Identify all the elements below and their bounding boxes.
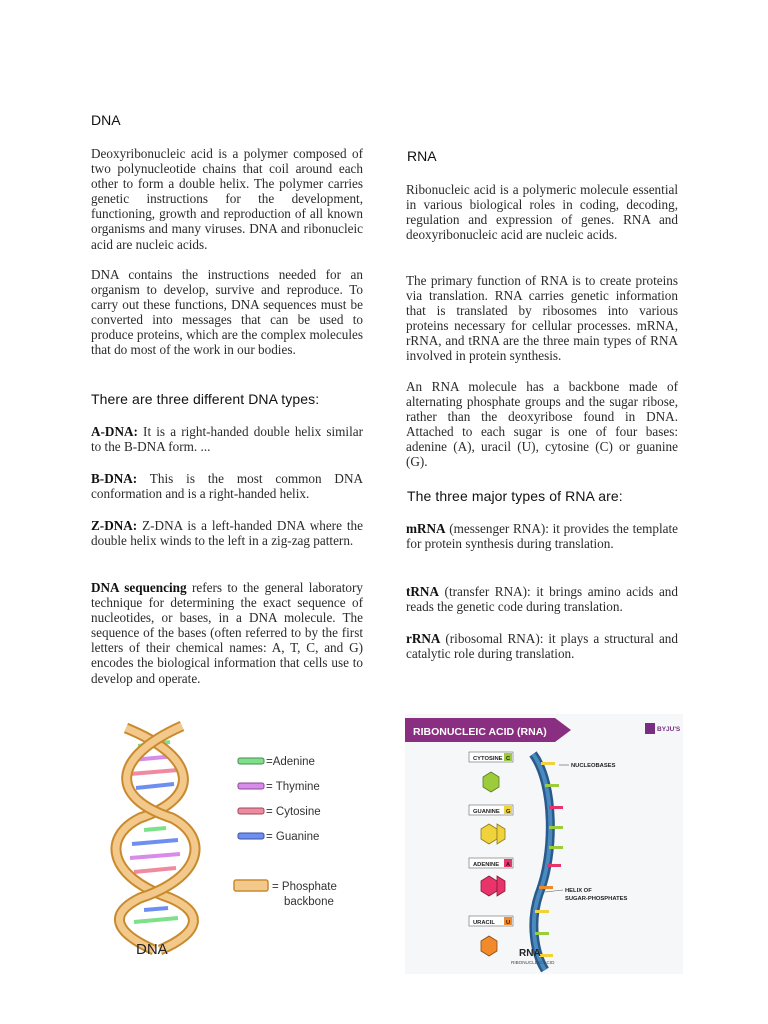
rna-types-heading: The three major types of RNA are: — [407, 488, 623, 504]
legend-adenine: =Adenine — [266, 756, 315, 768]
dna-heading: DNA — [91, 112, 121, 128]
dna-type-b-text: This is the most common DNA conformation and is a right-handed helix. — [91, 471, 363, 502]
legend-cytosine: = Cytosine — [266, 806, 321, 818]
rna-type-m-text: (messenger RNA): it provides the template for protein synthesis during translation. — [406, 521, 678, 552]
rna-paragraph-1: Ribonucleic acid is a polymeric molecule essential in various biological roles in coding, decoding, regulation and expression of genes. RNA and deoxyribonucleic acid are nucleic acids. — [406, 182, 678, 243]
uracil-label: URACIL — [473, 920, 495, 926]
dna-helix-figure — [110, 718, 372, 962]
dna-sequencing-term: DNA sequencing — [91, 580, 187, 595]
legend-phosphate: = Phosphate — [272, 881, 337, 893]
rna-type-m-term: mRNA — [406, 521, 446, 536]
guanine-swatch — [238, 833, 264, 839]
adenine-label: ADENINE — [473, 862, 500, 868]
nucleobases-label: NUCLEOBASES — [571, 763, 616, 769]
rna-figure-label: RNA — [519, 948, 541, 959]
rna-paragraph-2: The primary function of RNA is to create proteins via translation. RNA carries genetic information that is translated by ribosomes into various proteins necessary for cellular processes. mRNA, rRNA, and tRNA are the three main types of RNA involved in protein synthesis. — [406, 273, 678, 364]
svg-text:A: A — [506, 862, 511, 868]
rna-type-r-text: (ribosomal RNA): it plays a structural and catalytic role during translation. — [406, 631, 678, 662]
thymine-swatch — [238, 783, 264, 789]
dna-figure-label: DNA — [136, 941, 168, 958]
dna-type-b — [91, 471, 363, 501]
rna-paragraph-3: An RNA molecule has a backbone made of alternating phosphate groups and the sugar ribose, rather than the deoxyribose found in DNA. Attached to each sugar is one of four bases: adenine (A), uracil (U), cytosine (C) or guanine (G). — [406, 379, 678, 470]
dna-paragraph-1: Deoxyribonucleic acid is a polymer composed of two polynucleotide chains that coil around each other to form a double helix. The polymer carries genetic instructions for the development, functioning, growth and reproduction of all known organisms and many viruses. DNA and ribonucleic acid are nucleic acids. — [91, 146, 363, 252]
dna-type-z-text: Z-DNA is a left-handed DNA where the double helix winds to the left in a zig-zag pattern. — [91, 518, 363, 549]
helix-label-2: SUGAR-PHOSPHATES — [565, 896, 628, 902]
rna-banner-title: RIBONUCLEIC ACID (RNA) — [413, 726, 547, 738]
rna-figure — [405, 714, 683, 974]
rna-type-t-term: tRNA — [406, 584, 439, 599]
phosphate-swatch — [234, 880, 268, 891]
dna-type-a — [91, 424, 363, 454]
rna-type-m — [406, 521, 678, 551]
svg-text:C: C — [506, 756, 511, 762]
svg-text:G: G — [506, 809, 511, 815]
dna-sequencing — [91, 580, 363, 686]
helix-label-1: HELIX OF — [565, 888, 592, 894]
legend-guanine: = Guanine — [266, 831, 320, 843]
byjus-logo-icon — [645, 723, 655, 734]
legend-thymine: = Thymine — [266, 781, 320, 793]
dna-paragraph-2: DNA contains the instructions needed for an organism to develop, survive and reproduce. To carry out these functions, DNA sequences must be converted into messages that can be used to produce proteins, which are the complex molecules that do most of the work in our bodies. — [91, 267, 363, 358]
byjus-brand: BYJU'S — [657, 726, 681, 733]
cytosine-label: CYTOSINE — [473, 756, 503, 762]
dna-type-a-term: A-DNA: — [91, 424, 138, 439]
cytosine-swatch — [238, 808, 264, 814]
adenine-swatch — [238, 758, 264, 764]
dna-sequencing-text: refers to the general laboratory technique for determining the exact sequence of nucleotides, or bases, in a DNA molecule. The sequence of the bases (often referred to by the first letters of their chemical names: A, T, C, and G) encodes the biological information that cells use to develop and operate. — [91, 580, 363, 686]
guanine-label: GUANINE — [473, 809, 500, 815]
dna-types-heading: There are three different DNA types: — [91, 391, 320, 407]
rna-type-r — [406, 631, 678, 661]
rna-type-t-text: (transfer RNA): it brings amino acids and reads the genetic code during translation. — [406, 584, 678, 615]
dna-type-z-term: Z-DNA: — [91, 518, 138, 533]
svg-text:U: U — [506, 920, 511, 926]
legend-backbone: backbone — [284, 896, 334, 908]
rna-type-t — [406, 584, 678, 614]
dna-legend — [234, 756, 337, 908]
dna-type-z — [91, 518, 363, 548]
dna-type-a-text: It is a right-handed double helix similar to the B-DNA form. ... — [91, 424, 363, 455]
rna-heading: RNA — [407, 148, 437, 164]
rna-type-r-term: rRNA — [406, 631, 441, 646]
rna-figure-sublabel: RIBONUCLEIC ACID — [511, 960, 555, 965]
dna-type-b-term: B-DNA: — [91, 471, 138, 486]
